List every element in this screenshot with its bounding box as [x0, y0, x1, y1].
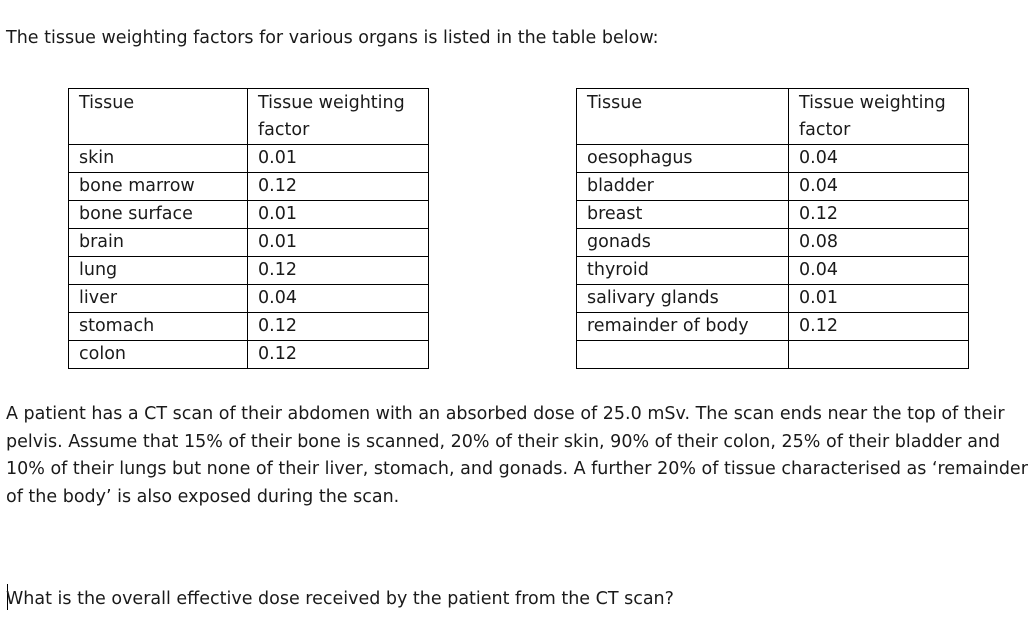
factor-cell: 0.12: [248, 341, 429, 369]
tissue-cell: salivary glands: [577, 285, 789, 313]
tissue-cell: liver: [69, 285, 248, 313]
factor-cell: 0.08: [789, 229, 969, 257]
tissue-cell: [577, 341, 789, 369]
table-row: [69, 201, 429, 229]
tissue-cell: stomach: [69, 313, 248, 341]
factor-cell: 0.04: [789, 257, 969, 285]
tissue-cell: thyroid: [577, 257, 789, 285]
table-row: [69, 229, 429, 257]
question-text[interactable]: What is the overall effective dose received by the patient from the CT scan?: [6, 589, 674, 609]
tissue-cell: bladder: [577, 173, 789, 201]
tissue-cell: lung: [69, 257, 248, 285]
table-row: [577, 201, 969, 229]
factor-cell: 0.12: [789, 313, 969, 341]
header-weighting-factor: Tissue weighting factor: [248, 89, 429, 145]
tissue-cell: colon: [69, 341, 248, 369]
header-tissue: Tissue: [69, 89, 248, 145]
table-row: [69, 173, 429, 201]
problem-paragraph: A patient has a CT scan of their abdomen with an absorbed dose of 25.0 mSv. The scan ends near the top of their pelvis. Assume that 15% of their bone is scanned, 20% of their skin, 90% of their colon, 25% of their bladder and 10% of their lungs but none of their liver, stomach, and gonads. A further 20% of tissue characterised as ‘remainder of the body’ is also exposed during the scan.: [6, 404, 1028, 507]
factor-cell: 0.12: [248, 257, 429, 285]
table-header-row: [577, 89, 969, 145]
factor-cell: 0.01: [248, 229, 429, 257]
table-row: [577, 257, 969, 285]
table-row: [69, 285, 429, 313]
table-row: [577, 313, 969, 341]
factor-cell: 0.12: [789, 201, 969, 229]
factor-cell: [789, 341, 969, 369]
header-tissue: Tissue: [577, 89, 789, 145]
tissue-cell: gonads: [577, 229, 789, 257]
tissue-cell: bone surface: [69, 201, 248, 229]
table-row: [69, 313, 429, 341]
table-row-empty: [577, 341, 969, 369]
weighting-table-right: [576, 88, 969, 369]
tissue-cell: brain: [69, 229, 248, 257]
header-weighting-factor: Tissue weighting factor: [789, 89, 969, 145]
table-header-row: [69, 89, 429, 145]
tissue-cell: oesophagus: [577, 145, 789, 173]
table-row: [577, 173, 969, 201]
factor-cell: 0.12: [248, 173, 429, 201]
factor-cell: 0.01: [789, 285, 969, 313]
tissue-cell: breast: [577, 201, 789, 229]
intro-text: The tissue weighting factors for various organs is listed in the table below:: [6, 28, 659, 48]
tissue-cell: skin: [69, 145, 248, 173]
table-row: [577, 285, 969, 313]
table-row: [577, 229, 969, 257]
factor-cell: 0.04: [248, 285, 429, 313]
table-row: [69, 257, 429, 285]
factor-cell: 0.01: [248, 145, 429, 173]
factor-cell: 0.12: [248, 313, 429, 341]
tissue-cell: remainder of body: [577, 313, 789, 341]
factor-cell: 0.01: [248, 201, 429, 229]
table-row: [69, 341, 429, 369]
factor-cell: 0.04: [789, 173, 969, 201]
weighting-table-left: [68, 88, 429, 369]
table-row: [69, 145, 429, 173]
tissue-cell: bone marrow: [69, 173, 248, 201]
factor-cell: 0.04: [789, 145, 969, 173]
table-row: [577, 145, 969, 173]
